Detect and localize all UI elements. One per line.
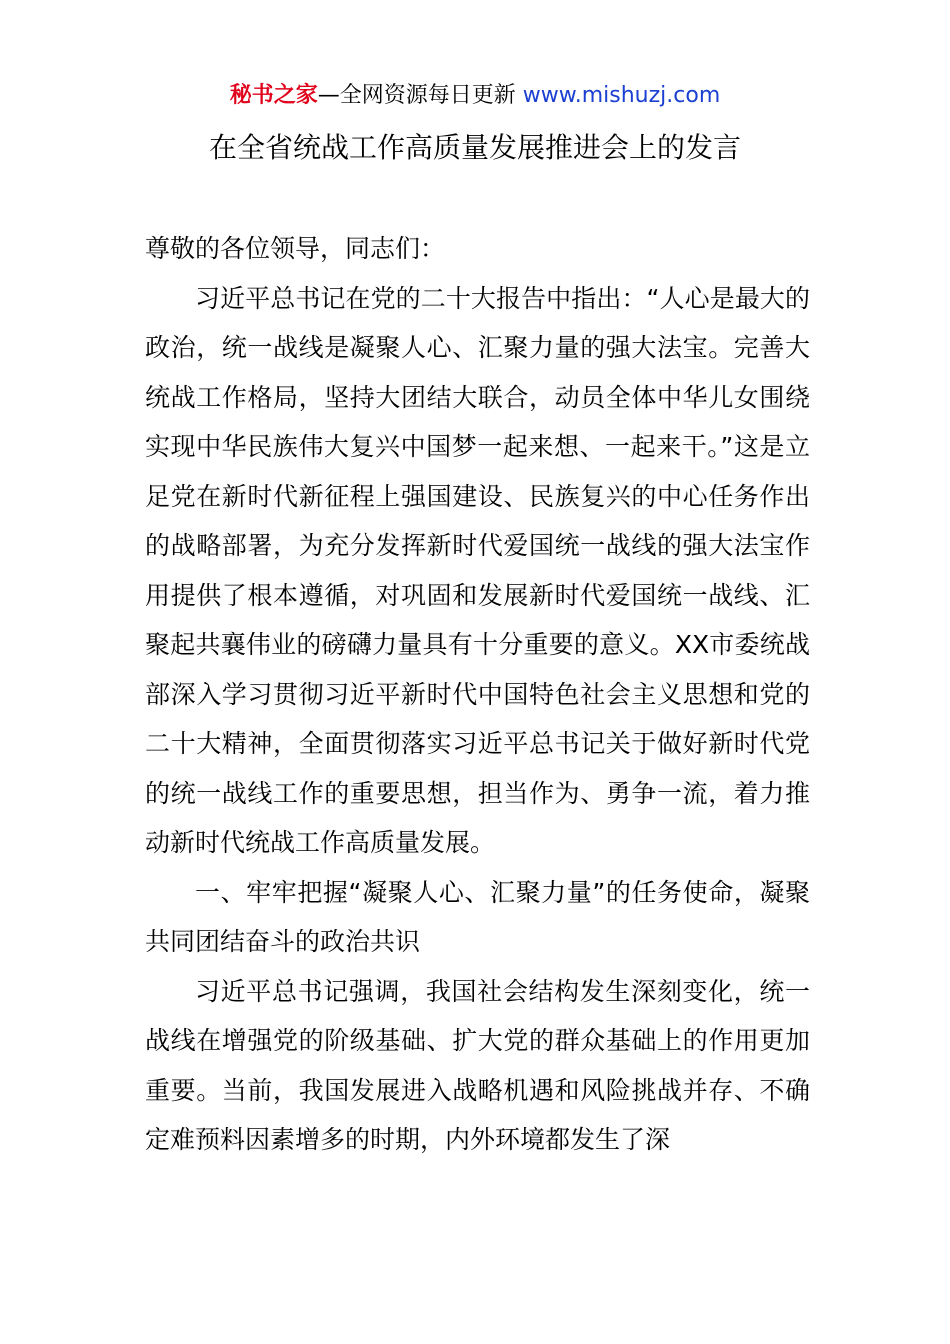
site-header: [0, 80, 950, 112]
section-1-heading: 一、牢牢把握“凝聚人心、汇聚力量”的任务使命，凝聚共同团结奋斗的政治共识: [145, 877, 810, 956]
header-tagline: —全网资源每日更新: [317, 83, 523, 108]
intro-paragraph: 习近平总书记在党的二十大报告中指出：“人心是最大的政治，统一战线是凝聚人心、汇聚力量的强大法宝。完善大统战工作格局，坚持大团结大联合，动员全体中华儿女围绕实现中华民族伟大复兴中国梦一起来想、一起来干。”这是立足党在新时代新征程上强国建设、民族复兴的中心任务作出的战略部署，为充分发挥新时代爱国统一战线的强大法宝作用提供了根本遵循，对巩固和发展新时代爱国统一战线、汇聚起共襄伟业的磅礴力量具有十分重要的意义。XX市委统战部深入学习贯彻习近平新时代中国特色社会主义思想和党的二十大精神，全面贯彻落实习近平总书记关于做好新时代党的统一战线工作的重要思想，担当作为、勇争一流，着力推动新时代统战工作高质量发展。: [145, 283, 810, 857]
document-body: [145, 224, 810, 1165]
brand-name: 秘书之家: [229, 83, 318, 108]
site-url-link[interactable]: www.mishuzj.com: [522, 83, 721, 108]
document-title: 在全省统战工作高质量发展推进会上的发言: [208, 131, 741, 164]
salutation: 尊敬的各位领导，同志们：: [145, 234, 446, 263]
section-1-paragraph: 习近平总书记强调，我国社会结构发生深刻变化，统一战线在增强党的阶级基础、扩大党的群众基础上的作用更加重要。当前，我国发展进入战略机遇和风险挑战并存、不确定难预料因素增多的时期，内外环境都发生了深: [145, 976, 810, 1154]
